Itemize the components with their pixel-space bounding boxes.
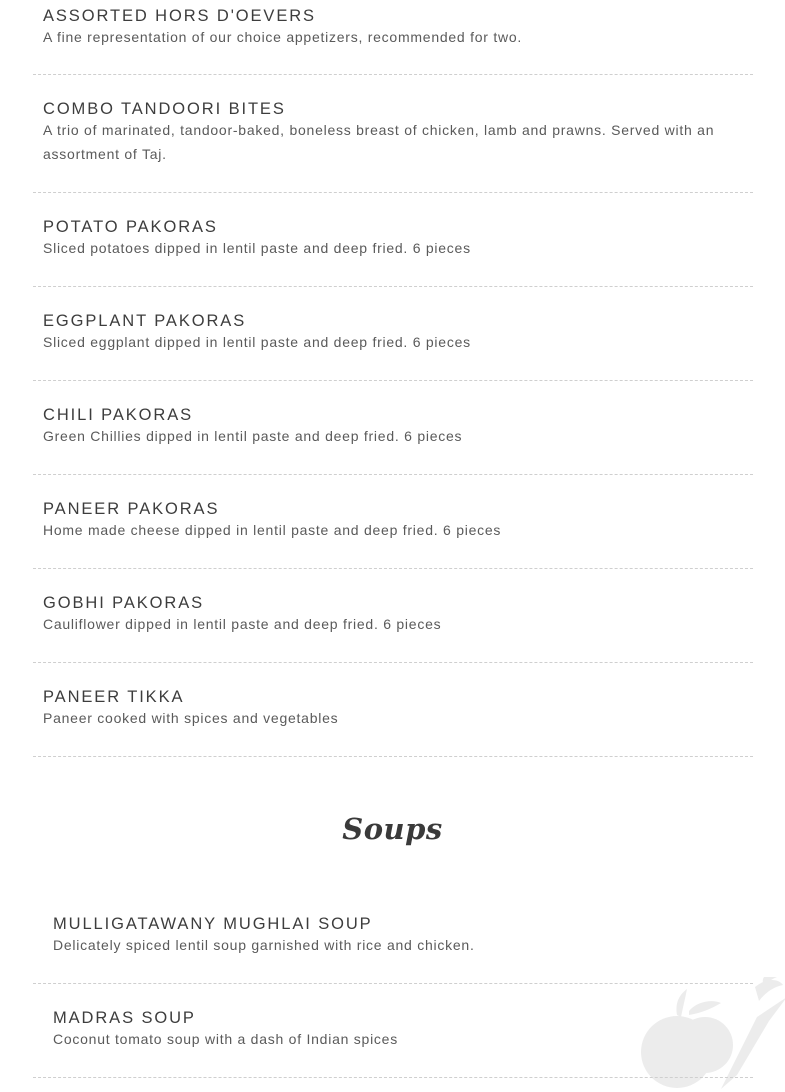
- item-name: EGGPLANT PAKORAS: [43, 312, 247, 330]
- item-name: MADRAS SOUP: [53, 1009, 196, 1027]
- item-description: Delicately spiced lentil soup garnished with rice and chicken.: [53, 937, 475, 953]
- item-description: Sliced eggplant dipped in lentil paste and deep fried. 6 pieces: [43, 334, 471, 350]
- item-description: Sliced potatoes dipped in lentil paste and deep fried. 6 pieces: [43, 240, 471, 256]
- menu-item: [33, 0, 753, 75]
- item-name: MULLIGATAWANY MUGHLAI SOUP: [53, 915, 373, 933]
- menu-item: [33, 890, 753, 984]
- item-description: Home made cheese dipped in lentil paste and deep fried. 6 pieces: [43, 522, 502, 538]
- item-name: GOBHI PAKORAS: [43, 594, 205, 612]
- item-description: Coconut tomato soup with a dash of Indian spices: [53, 1031, 398, 1047]
- item-description: A trio of marinated, tandoor-baked, boneless breast of chicken, lamb and prawns. Served with an assortment of Taj.: [43, 122, 715, 162]
- menu-item: [33, 569, 753, 663]
- item-name: PANEER TIKKA: [43, 688, 185, 706]
- item-name: CHILI PAKORAS: [43, 406, 194, 424]
- item-description: A fine representation of our choice appetizers, recommended for two.: [43, 29, 523, 45]
- menu-item: [33, 984, 753, 1078]
- menu-item: [33, 663, 753, 757]
- appetizers-list: [33, 0, 753, 757]
- menu-item: [33, 193, 753, 287]
- menu-item: [33, 475, 753, 569]
- menu-item: [33, 381, 753, 475]
- item-name: ASSORTED HORS D'OEVERS: [43, 7, 316, 25]
- section-title-soups: Soups: [342, 812, 443, 846]
- menu-item: [33, 287, 753, 381]
- soups-list: [33, 890, 753, 1078]
- item-description: Paneer cooked with spices and vegetables: [43, 710, 339, 726]
- menu-item: [33, 75, 753, 193]
- item-description: Green Chillies dipped in lentil paste and deep fried. 6 pieces: [43, 428, 463, 444]
- item-name: PANEER PAKORAS: [43, 500, 220, 518]
- item-name: POTATO PAKORAS: [43, 218, 218, 236]
- item-name: COMBO TANDOORI BITES: [43, 100, 286, 118]
- item-description: Cauliflower dipped in lentil paste and deep fried. 6 pieces: [43, 616, 442, 632]
